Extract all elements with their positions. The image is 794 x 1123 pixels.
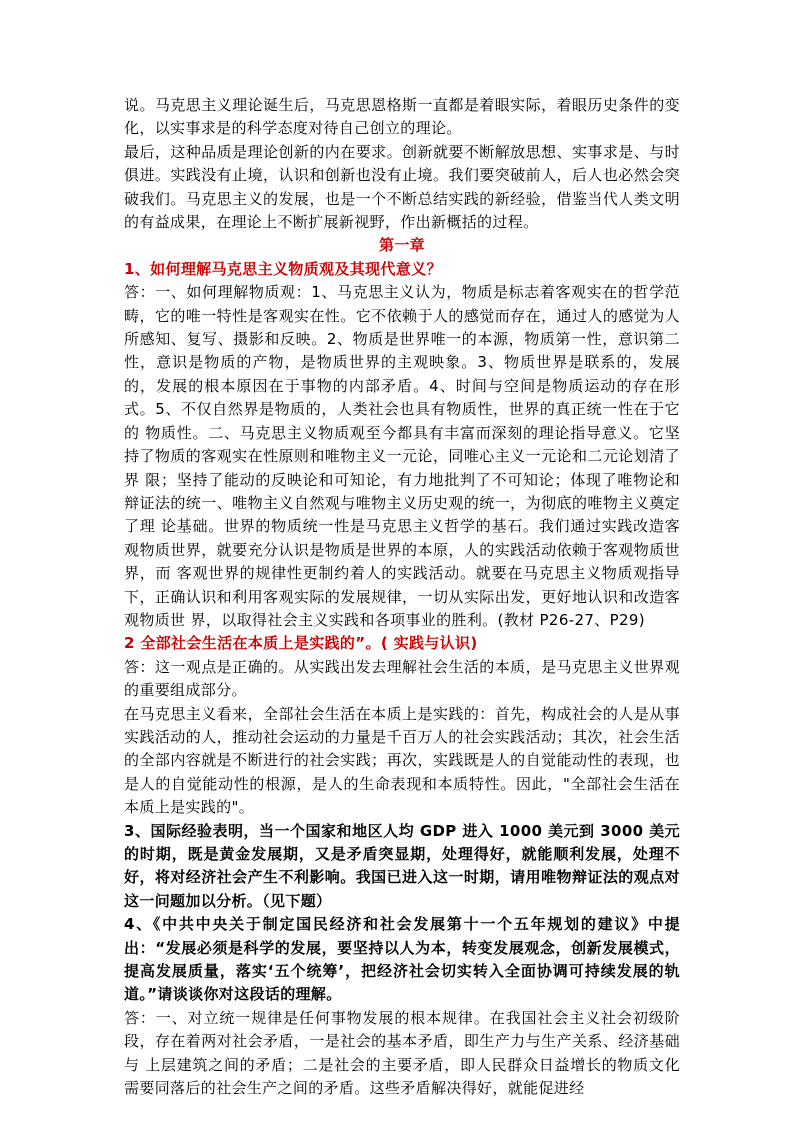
answer-4: 答：一、对立统一规律是任何事物发展的根本规律。在我国社会主义社会初级阶段，存在着两对社会矛盾，一是社会的基本矛盾，即生产力与生产关系、经济基础与 上层建筑之间的矛盾；二是社会的主要矛盾，即人民群众日益增长的物质文化需要同落后的社会生产之间的矛盾。这些矛盾解决得好，就能促进经 <box>124 1008 680 1098</box>
paragraph-innovation: 最后，这种品质是理论创新的内在要求。创新就要不断解放思想、实事求是、与时俱进。实践没有止境，认识和创新也没有止境。我们要突破前人，后人也必然会突破我们。马克思主义的发展，也是一个不断总结实践的新经验，借鉴当代人类文明的有益成果，在理论上不断扩展新视野，作出新概括的过程。 <box>124 142 680 232</box>
question-1: 1、如何理解马克思主义物质观及其现代意义？ <box>124 259 442 278</box>
question-3: 3、国际经验表明，当一个国家和地区人均 GDP 进入 1000 美元到 3000 美元的时期，既是黄金发展期，又是矛盾突显期，处理得好，就能顺利发展，处理不好，将对经济社会产生不利影响。我国已进入这一时期，请用唯物辩证法的观点对这一问题加以分析。（见下题） <box>124 821 680 910</box>
paragraph-theory-conclusion: 说。马克思主义理论诞生后，马克思恩格斯一直都是着眼实际，着眼历史条件的变化，以实事求是的科学态度对待自己创立的理论。 <box>124 96 680 138</box>
chapter-heading: 第一章 <box>378 236 426 255</box>
answer-2-body: 在马克思主义看来，全部社会生活在本质上是实践的：首先，构成社会的人是从事实践活动的人，推动社会运动的力量是千百万人的社会实践活动；其次，社会生活的全部内容就是不断进行的社会实践；再次，实践既是人的自觉能动性的表现，也是人的自觉能动性的根源，是人的生命表现和本质特性。因此，"全部社会生活在本质上是实践的"。 <box>124 704 680 817</box>
question-2: 2 全部社会生活在本质上是实践的”。( 实践与认识) <box>124 634 478 653</box>
question-4: 4、《中共中央关于制定国民经济和社会发展第十一个五年规划的建议》中提出：“发展必须是科学的发展，要坚持以人为本，转变发展观念，创新发展模式，提高发展质量，落实‘五个统筹’，把经济社会切实转入全面协调可持续发展的轨道。”请谈谈你对这段话的理解。 <box>124 915 680 1004</box>
answer-1: 答：一、如何理解物质观：1、马克思主义认为，物质是标志着客观实在的哲学范畴，它的唯一特性是客观实在性。它不依赖于人的感觉而存在，通过人的感觉为人 所感知、复写、摄影和反映。2、物质是世界唯一的本源，物质第一性，意识第二性，意识是物质的产物，是物质世界的主观映象。3、物质世界是联系的，发展 的，发展的根本原因在于事物的内部矛盾。4、时间与空间是物质运动的存在形式。5、不仅自然界是物质的，人类社会也具有物质性，世界的真正统一性在于它的 物质性。二、马克思主义物质观至今都具有丰富而深刻的理论指导意义。它坚持了物质的客观实在性原则和唯物主义一元论，同唯心主义一元论和二元论划清了界 限；坚持了能动的反映论和可知论，有力地批判了不可知论；体现了唯物论和辩证法的统一、唯物主义自然观与唯物主义历史观的统一，为彻底的唯物主义奠定了理 论基础。世界的物质统一性是马克思主义哲学的基石。我们通过实践改造客观物质世界，就要充分认识是物质是世界的本原，人的实践活动依赖于客观物质世界，而 客观世界的规律性更制约着人的实践活动。就要在马克思主义物质观指导下，正确认识和利用客观实际的发展规律，一切从实际出发，更好地认识和改造客观物质世 界，以取得社会主义实践和各项事业的胜利。(教材 P26-27、P29) <box>124 283 680 629</box>
document-page <box>124 94 680 1100</box>
answer-2-intro: 答：这一观点是正确的。从实践出发去理解社会生活的本质，是马克思主义世界观的重要组成部分。 <box>124 657 680 700</box>
